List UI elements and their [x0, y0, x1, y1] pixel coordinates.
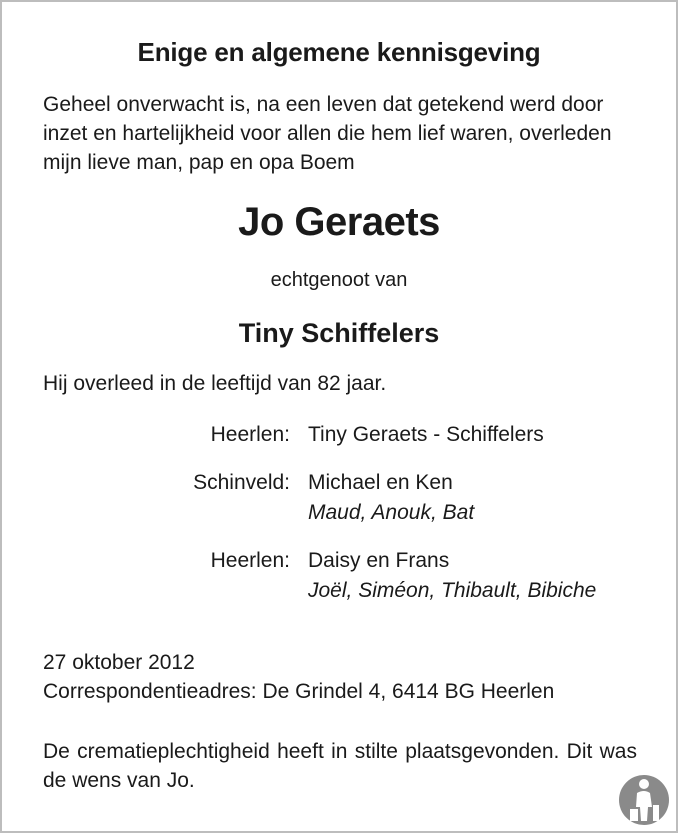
correspondence-address: Correspondentieadres: De Grindel 4, 6414 BG Heerlen	[43, 680, 555, 703]
family-names: Daisy en Frans	[308, 549, 450, 572]
notice-date: 27 oktober 2012	[43, 651, 195, 674]
family-place: Heerlen:	[210, 423, 290, 446]
family-children: Maud, Anouk, Bat	[308, 501, 475, 524]
family-children: Joël, Siméon, Thibault, Bibiche	[308, 579, 597, 602]
closing-note: De crematieplechtigheid heeft in stilte plaatsgevonden. Dit was de wens van Jo.	[43, 740, 637, 792]
spouse-of-label: echtgenoot van	[270, 269, 408, 291]
family-names: Tiny Geraets - Schiffelers	[308, 423, 544, 446]
spouse-name: Tiny Schiffelers	[238, 318, 440, 348]
notice-heading: Enige en algemene kennisgeving	[137, 37, 541, 67]
family-place: Heerlen:	[210, 549, 290, 572]
age-line: Hij overleed in de leeftijd van 82 jaar.	[43, 372, 387, 395]
intro-text: Geheel onverwacht is, na een leven dat getekend werd door inzet en hartelijkheid voor allen die hem lief waren, overleden mijn lieve man, pap en opa Boem	[43, 93, 612, 174]
deceased-name: Jo Geraets	[238, 200, 440, 244]
memorial-figure-icon	[617, 769, 671, 827]
family-names: Michael en Ken	[308, 471, 453, 494]
family-place: Schinveld:	[193, 471, 290, 494]
